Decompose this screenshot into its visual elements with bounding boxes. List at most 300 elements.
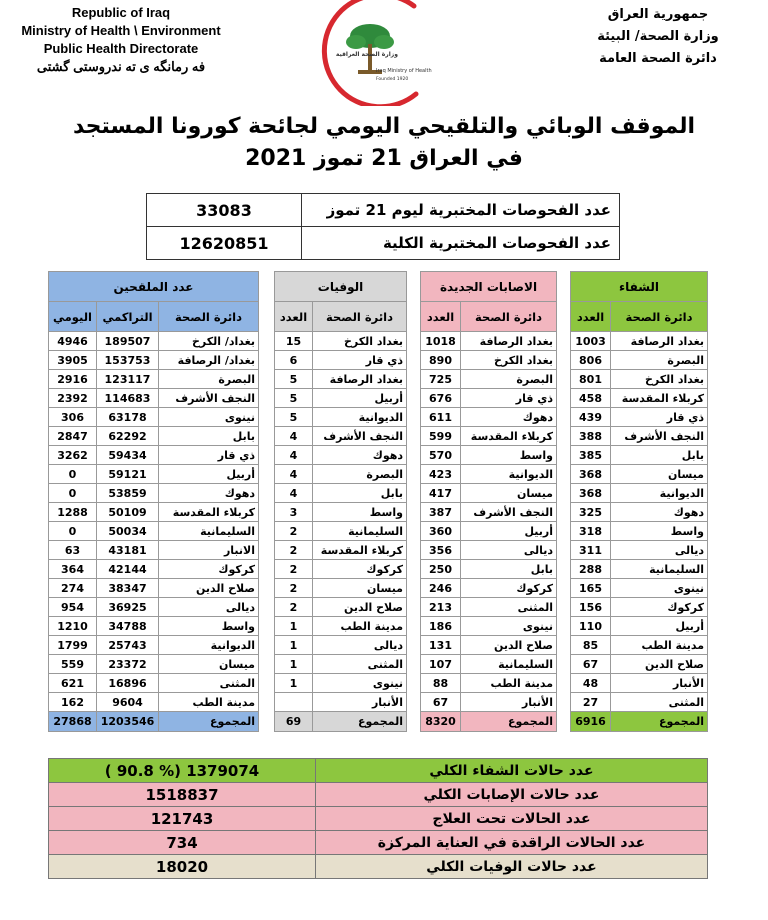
table-row [275, 636, 407, 655]
header-ministry-en: Ministry of Health \ Environment [21, 23, 221, 38]
table-row [275, 522, 407, 541]
cumulative-cell: 123117 [97, 370, 159, 389]
directorate-cell: النجف الأشرف [313, 427, 407, 446]
header-directorate-ku: فه رمانگه ى ته ندروستى گشتى [36, 59, 206, 74]
daily-cell: 621 [49, 674, 97, 693]
table-row [421, 674, 557, 693]
directorate-cell: صلاح الدين [461, 636, 557, 655]
header-country-ar: جمهورية العراق [607, 7, 709, 22]
cumulative-cell: 63178 [97, 408, 159, 427]
table-row [275, 579, 407, 598]
cumulative-cell: 42144 [97, 560, 159, 579]
table-row [275, 503, 407, 522]
directorate-cell: ذي قار [159, 446, 259, 465]
directorate-cell: السليمانية [313, 522, 407, 541]
directorate-cell: ميسان [313, 579, 407, 598]
directorate-cell: دهوك [159, 484, 259, 503]
directorate-cell: الديوانية [159, 636, 259, 655]
table-row [571, 389, 708, 408]
directorate-cell: كربلاء المقدسة [461, 427, 557, 446]
table-row [275, 446, 407, 465]
cumulative-cell: 62292 [97, 427, 159, 446]
cumulative-cell: 50109 [97, 503, 159, 522]
logo-text-en: Iraq Ministry of Health [376, 68, 432, 74]
directorate-cell: واسط [611, 522, 708, 541]
daily-cell: 4946 [49, 332, 97, 351]
directorate-cell: البصرة [461, 370, 557, 389]
table-row [421, 503, 557, 522]
vaccinated-total-label: المجموع [159, 712, 259, 732]
count-cell: 725 [421, 370, 461, 389]
daily-cell: 1288 [49, 503, 97, 522]
directorate-cell: ذي قار [611, 408, 708, 427]
table-row [275, 427, 407, 446]
summary-row-icu [49, 831, 708, 855]
daily-tests-row [147, 194, 620, 227]
new-cases-title: الاصابات الجديدة [421, 272, 557, 302]
table-row [571, 370, 708, 389]
table-row [275, 560, 407, 579]
directorate-cell: واسط [159, 617, 259, 636]
cumulative-cell: 34788 [97, 617, 159, 636]
directorate-cell: ذي قار [313, 351, 407, 370]
directorate-cell: أربيل [159, 465, 259, 484]
directorate-cell: نينوى [159, 408, 259, 427]
table-row [275, 332, 407, 351]
count-cell: 85 [571, 636, 611, 655]
count-cell: 806 [571, 351, 611, 370]
count-cell: 318 [571, 522, 611, 541]
table-row [571, 351, 708, 370]
summary-cases-label: عدد حالات الإصابات الكلي [316, 783, 708, 807]
vaccinated-total-cumulative: 1203546 [97, 712, 159, 732]
table-row [275, 598, 407, 617]
count-cell: 110 [571, 617, 611, 636]
table-row [421, 579, 557, 598]
daily-cell: 274 [49, 579, 97, 598]
directorate-cell: صلاح الدين [611, 655, 708, 674]
table-row [275, 408, 407, 427]
table-row [275, 674, 407, 693]
count-cell: 890 [421, 351, 461, 370]
table-row [571, 484, 708, 503]
table-row [571, 655, 708, 674]
count-cell: 676 [421, 389, 461, 408]
table-row [49, 465, 259, 484]
table-row [571, 465, 708, 484]
count-cell: 165 [571, 579, 611, 598]
count-cell: 387 [421, 503, 461, 522]
table-row [421, 484, 557, 503]
directorate-cell: كركوك [461, 579, 557, 598]
count-cell: 1 [275, 674, 313, 693]
directorate-cell: الأنبار [611, 674, 708, 693]
directorate-cell: المثنى [461, 598, 557, 617]
total-tests-value: 12620851 [147, 227, 302, 260]
table-row [275, 351, 407, 370]
directorate-cell: المثنى [159, 674, 259, 693]
directorate-cell: بغداد الكرخ [611, 370, 708, 389]
count-cell: 213 [421, 598, 461, 617]
daily-cell: 0 [49, 465, 97, 484]
count-cell: 15 [275, 332, 313, 351]
table-row [571, 617, 708, 636]
directorate-cell: بغداد/ الرصافة [159, 351, 259, 370]
directorate-cell: ذي قار [461, 389, 557, 408]
daily-cell: 63 [49, 541, 97, 560]
directorate-cell: أربيل [461, 522, 557, 541]
count-cell: 288 [571, 560, 611, 579]
count-cell: 131 [421, 636, 461, 655]
table-row [49, 617, 259, 636]
vaccinated-total-daily: 27868 [49, 712, 97, 732]
directorate-cell: بغداد الكرخ [461, 351, 557, 370]
cumulative-cell: 23372 [97, 655, 159, 674]
directorate-cell: النجف الأشرف [461, 503, 557, 522]
count-cell: 417 [421, 484, 461, 503]
directorate-cell: مدينة الطب [611, 636, 708, 655]
deaths-table [274, 271, 407, 732]
count-cell: 246 [421, 579, 461, 598]
directorate-cell: ديالى [611, 541, 708, 560]
count-cell: 385 [571, 446, 611, 465]
header-arabic [558, 4, 758, 70]
table-row [275, 655, 407, 674]
directorate-cell: السليمانية [461, 655, 557, 674]
table-row [49, 370, 259, 389]
recoveries-title: الشفاء [571, 272, 708, 302]
daily-cell: 954 [49, 598, 97, 617]
table-row [571, 693, 708, 712]
daily-cell: 0 [49, 484, 97, 503]
summary-icu-label: عدد الحالات الراقدة في العناية المركزة [316, 831, 708, 855]
count-cell: 458 [571, 389, 611, 408]
table-row [571, 408, 708, 427]
count-cell: 4 [275, 484, 313, 503]
total-tests-row [147, 227, 620, 260]
daily-cell: 559 [49, 655, 97, 674]
directorate-cell: بابل [461, 560, 557, 579]
table-row [275, 389, 407, 408]
summary-row-deaths [49, 855, 708, 879]
directorate-cell: بغداد/ الكرخ [159, 332, 259, 351]
cumulative-cell: 114683 [97, 389, 159, 408]
directorate-cell: المثنى [313, 655, 407, 674]
table-row [571, 427, 708, 446]
directorate-cell: ميسان [461, 484, 557, 503]
table-row [421, 560, 557, 579]
directorate-cell: أربيل [611, 617, 708, 636]
table-row [275, 617, 407, 636]
directorate-cell: بابل [611, 446, 708, 465]
count-cell: 439 [571, 408, 611, 427]
count-cell: 570 [421, 446, 461, 465]
cumulative-cell: 189507 [97, 332, 159, 351]
table-row [49, 427, 259, 446]
directorate-cell: نينوى [611, 579, 708, 598]
recoveries-col-count: العدد [571, 302, 611, 332]
directorate-cell: كركوك [611, 598, 708, 617]
cumulative-cell: 53859 [97, 484, 159, 503]
table-row [421, 598, 557, 617]
directorate-cell: بابل [159, 427, 259, 446]
summary-cases-value: 1518837 [49, 783, 316, 807]
directorate-cell: مدينة الطب [461, 674, 557, 693]
directorate-cell: المثنى [611, 693, 708, 712]
directorate-cell: ديالى [159, 598, 259, 617]
directorate-cell: الانبار [159, 541, 259, 560]
directorate-cell: صلاح الدين [313, 598, 407, 617]
new-cases-total-value: 8320 [421, 712, 461, 732]
table-row [571, 560, 708, 579]
header-directorate-en: Public Health Directorate [43, 41, 199, 56]
table-row [421, 389, 557, 408]
count-cell: 325 [571, 503, 611, 522]
table-row [571, 503, 708, 522]
recoveries-col-directorate: دائرة الصحة [611, 302, 708, 332]
new-cases-total-label: المجموع [461, 712, 557, 732]
vaccinated-title: عدد الملقحين [49, 272, 259, 302]
daily-cell: 0 [49, 522, 97, 541]
table-row [421, 332, 557, 351]
table-row [421, 351, 557, 370]
deaths-total-value: 69 [275, 712, 313, 732]
cumulative-cell: 16896 [97, 674, 159, 693]
directorate-cell: الديوانية [611, 484, 708, 503]
deaths-col-directorate: دائرة الصحة [313, 302, 407, 332]
directorate-cell: كربلاء المقدسة [313, 541, 407, 560]
directorate-cell: بابل [313, 484, 407, 503]
table-row [421, 408, 557, 427]
directorate-cell: الديوانية [313, 408, 407, 427]
count-cell: 423 [421, 465, 461, 484]
table-row [571, 598, 708, 617]
count-cell: 4 [275, 465, 313, 484]
summary-table [48, 758, 708, 879]
count-cell: 5 [275, 408, 313, 427]
table-row [571, 579, 708, 598]
deaths-total-label: المجموع [313, 712, 407, 732]
daily-cell: 1799 [49, 636, 97, 655]
directorate-cell: دهوك [313, 446, 407, 465]
ministry-logo [314, 0, 454, 106]
directorate-cell: النجف الأشرف [611, 427, 708, 446]
cumulative-cell: 36925 [97, 598, 159, 617]
count-cell: 107 [421, 655, 461, 674]
cumulative-cell: 43181 [97, 541, 159, 560]
directorate-cell: مدينة الطب [313, 617, 407, 636]
cumulative-cell: 9604 [97, 693, 159, 712]
table-row [421, 370, 557, 389]
logo-text-founded: Founded 1920 [376, 77, 409, 82]
count-cell: 156 [571, 598, 611, 617]
directorate-cell: ميسان [611, 465, 708, 484]
directorate-cell: البصرة [159, 370, 259, 389]
count-cell: 611 [421, 408, 461, 427]
table-row [421, 446, 557, 465]
summary-deaths-label: عدد حالات الوفيات الكلي [316, 855, 708, 879]
summary-icu-value: 734 [49, 831, 316, 855]
vaccinated-table [48, 271, 259, 732]
cumulative-cell: 25743 [97, 636, 159, 655]
lab-tests-table [146, 193, 620, 260]
table-row [49, 332, 259, 351]
table-row [275, 484, 407, 503]
table-row [421, 636, 557, 655]
header-english [6, 4, 236, 76]
directorate-cell: كربلاء المقدسة [611, 389, 708, 408]
directorate-cell: واسط [313, 503, 407, 522]
header-country-en: Republic of Iraq [71, 5, 171, 20]
summary-treatment-label: عدد الحالات تحت العلاج [316, 807, 708, 831]
count-cell: 1 [275, 636, 313, 655]
vaccinated-col-daily: اليومي [49, 302, 97, 332]
daily-cell: 3262 [49, 446, 97, 465]
new-cases-col-directorate: دائرة الصحة [461, 302, 557, 332]
cumulative-cell: 59121 [97, 465, 159, 484]
count-cell: 1 [275, 655, 313, 674]
directorate-cell: ديالى [313, 636, 407, 655]
table-row [275, 541, 407, 560]
page-title: الموقف الوبائي والتلقيحي اليومي لجائحة كورونا المستجد [72, 114, 696, 139]
deaths-total-row [275, 712, 407, 732]
total-tests-label: عدد الفحوصات المختبرية الكلية [302, 227, 620, 260]
ministry-logo-graphic [314, 0, 454, 106]
directorate-cell: السليمانية [611, 560, 708, 579]
count-cell: 801 [571, 370, 611, 389]
table-row [421, 427, 557, 446]
summary-row-cases [49, 783, 708, 807]
directorate-cell: الأنبار [461, 693, 557, 712]
summary-recovered-label: عدد حالات الشفاء الكلي [316, 759, 708, 783]
table-row [275, 693, 407, 712]
directorate-cell: واسط [461, 446, 557, 465]
count-cell: 360 [421, 522, 461, 541]
directorate-cell: كركوك [313, 560, 407, 579]
recoveries-table [570, 271, 708, 732]
table-row [49, 693, 259, 712]
count-cell: 2 [275, 598, 313, 617]
count-cell: 5 [275, 389, 313, 408]
count-cell: 250 [421, 560, 461, 579]
table-row [49, 674, 259, 693]
table-row [49, 503, 259, 522]
directorate-cell: البصرة [611, 351, 708, 370]
count-cell: 2 [275, 560, 313, 579]
table-row [275, 370, 407, 389]
cumulative-cell: 153753 [97, 351, 159, 370]
directorate-cell: الديوانية [461, 465, 557, 484]
header-ministry-ar: وزارة الصحة/ البيئة [597, 29, 719, 44]
directorate-cell: بغداد الرصافة [313, 370, 407, 389]
table-row [49, 389, 259, 408]
recoveries-total-value: 6916 [571, 712, 611, 732]
directorate-cell: صلاح الدين [159, 579, 259, 598]
summary-deaths-value: 18020 [49, 855, 316, 879]
recoveries-total-label: المجموع [611, 712, 708, 732]
table-row [49, 655, 259, 674]
directorate-cell: مدينة الطب [159, 693, 259, 712]
summary-recovered-value: 1379074 (% 90.8 ) [49, 759, 316, 783]
count-cell: 599 [421, 427, 461, 446]
count-cell: 27 [571, 693, 611, 712]
directorate-cell: كربلاء المقدسة [159, 503, 259, 522]
cumulative-cell: 50034 [97, 522, 159, 541]
directorate-cell: ميسان [159, 655, 259, 674]
directorate-cell: النجف الأشرف [159, 389, 259, 408]
daily-cell: 162 [49, 693, 97, 712]
table-row [421, 655, 557, 674]
count-cell: 6 [275, 351, 313, 370]
cumulative-cell: 59434 [97, 446, 159, 465]
count-cell: 4 [275, 446, 313, 465]
count-cell: 48 [571, 674, 611, 693]
count-cell: 1 [275, 617, 313, 636]
table-row [49, 408, 259, 427]
daily-cell: 2392 [49, 389, 97, 408]
daily-cell: 364 [49, 560, 97, 579]
recoveries-total-row [571, 712, 708, 732]
directorate-cell: السليمانية [159, 522, 259, 541]
table-row [571, 446, 708, 465]
table-row [49, 351, 259, 370]
daily-cell: 306 [49, 408, 97, 427]
header-directorate-ar: دائرة الصحة العامة [599, 51, 717, 66]
cumulative-cell: 38347 [97, 579, 159, 598]
vaccinated-total-row [49, 712, 259, 732]
table-row [49, 446, 259, 465]
table-row [49, 541, 259, 560]
summary-treatment-value: 121743 [49, 807, 316, 831]
count-cell: 2 [275, 541, 313, 560]
count-cell: 186 [421, 617, 461, 636]
vaccinated-col-directorate: دائرة الصحة [159, 302, 259, 332]
directorate-cell: دهوك [611, 503, 708, 522]
count-cell: 1003 [571, 332, 611, 351]
daily-tests-value: 33083 [147, 194, 302, 227]
count-cell: 1018 [421, 332, 461, 351]
table-row [49, 579, 259, 598]
count-cell: 311 [571, 541, 611, 560]
directorate-cell: الأنبار [313, 693, 407, 712]
count-cell: 88 [421, 674, 461, 693]
new-cases-table [420, 271, 557, 732]
table-row [49, 636, 259, 655]
daily-cell: 2916 [49, 370, 97, 389]
summary-row-recovered [49, 759, 708, 783]
logo-text-ar: وزارة الصحة العراقية [335, 51, 398, 58]
directorate-cell: نينوى [313, 674, 407, 693]
directorate-cell: بغداد الرصافة [461, 332, 557, 351]
table-row [571, 522, 708, 541]
directorate-cell: دهوك [461, 408, 557, 427]
directorate-cell: ديالى [461, 541, 557, 560]
table-row [571, 636, 708, 655]
table-row [421, 522, 557, 541]
vaccinated-col-cumulative: التراكمي [97, 302, 159, 332]
daily-cell: 1210 [49, 617, 97, 636]
count-cell [275, 693, 313, 712]
table-row [421, 465, 557, 484]
directorate-cell: بغداد الرصافة [611, 332, 708, 351]
daily-tests-label: عدد الفحوصات المختبرية ليوم 21 تموز [302, 194, 620, 227]
table-row [421, 617, 557, 636]
count-cell: 67 [571, 655, 611, 674]
directorate-cell: كركوك [159, 560, 259, 579]
count-cell: 67 [421, 693, 461, 712]
directorate-cell: بغداد الكرخ [313, 332, 407, 351]
table-row [571, 332, 708, 351]
